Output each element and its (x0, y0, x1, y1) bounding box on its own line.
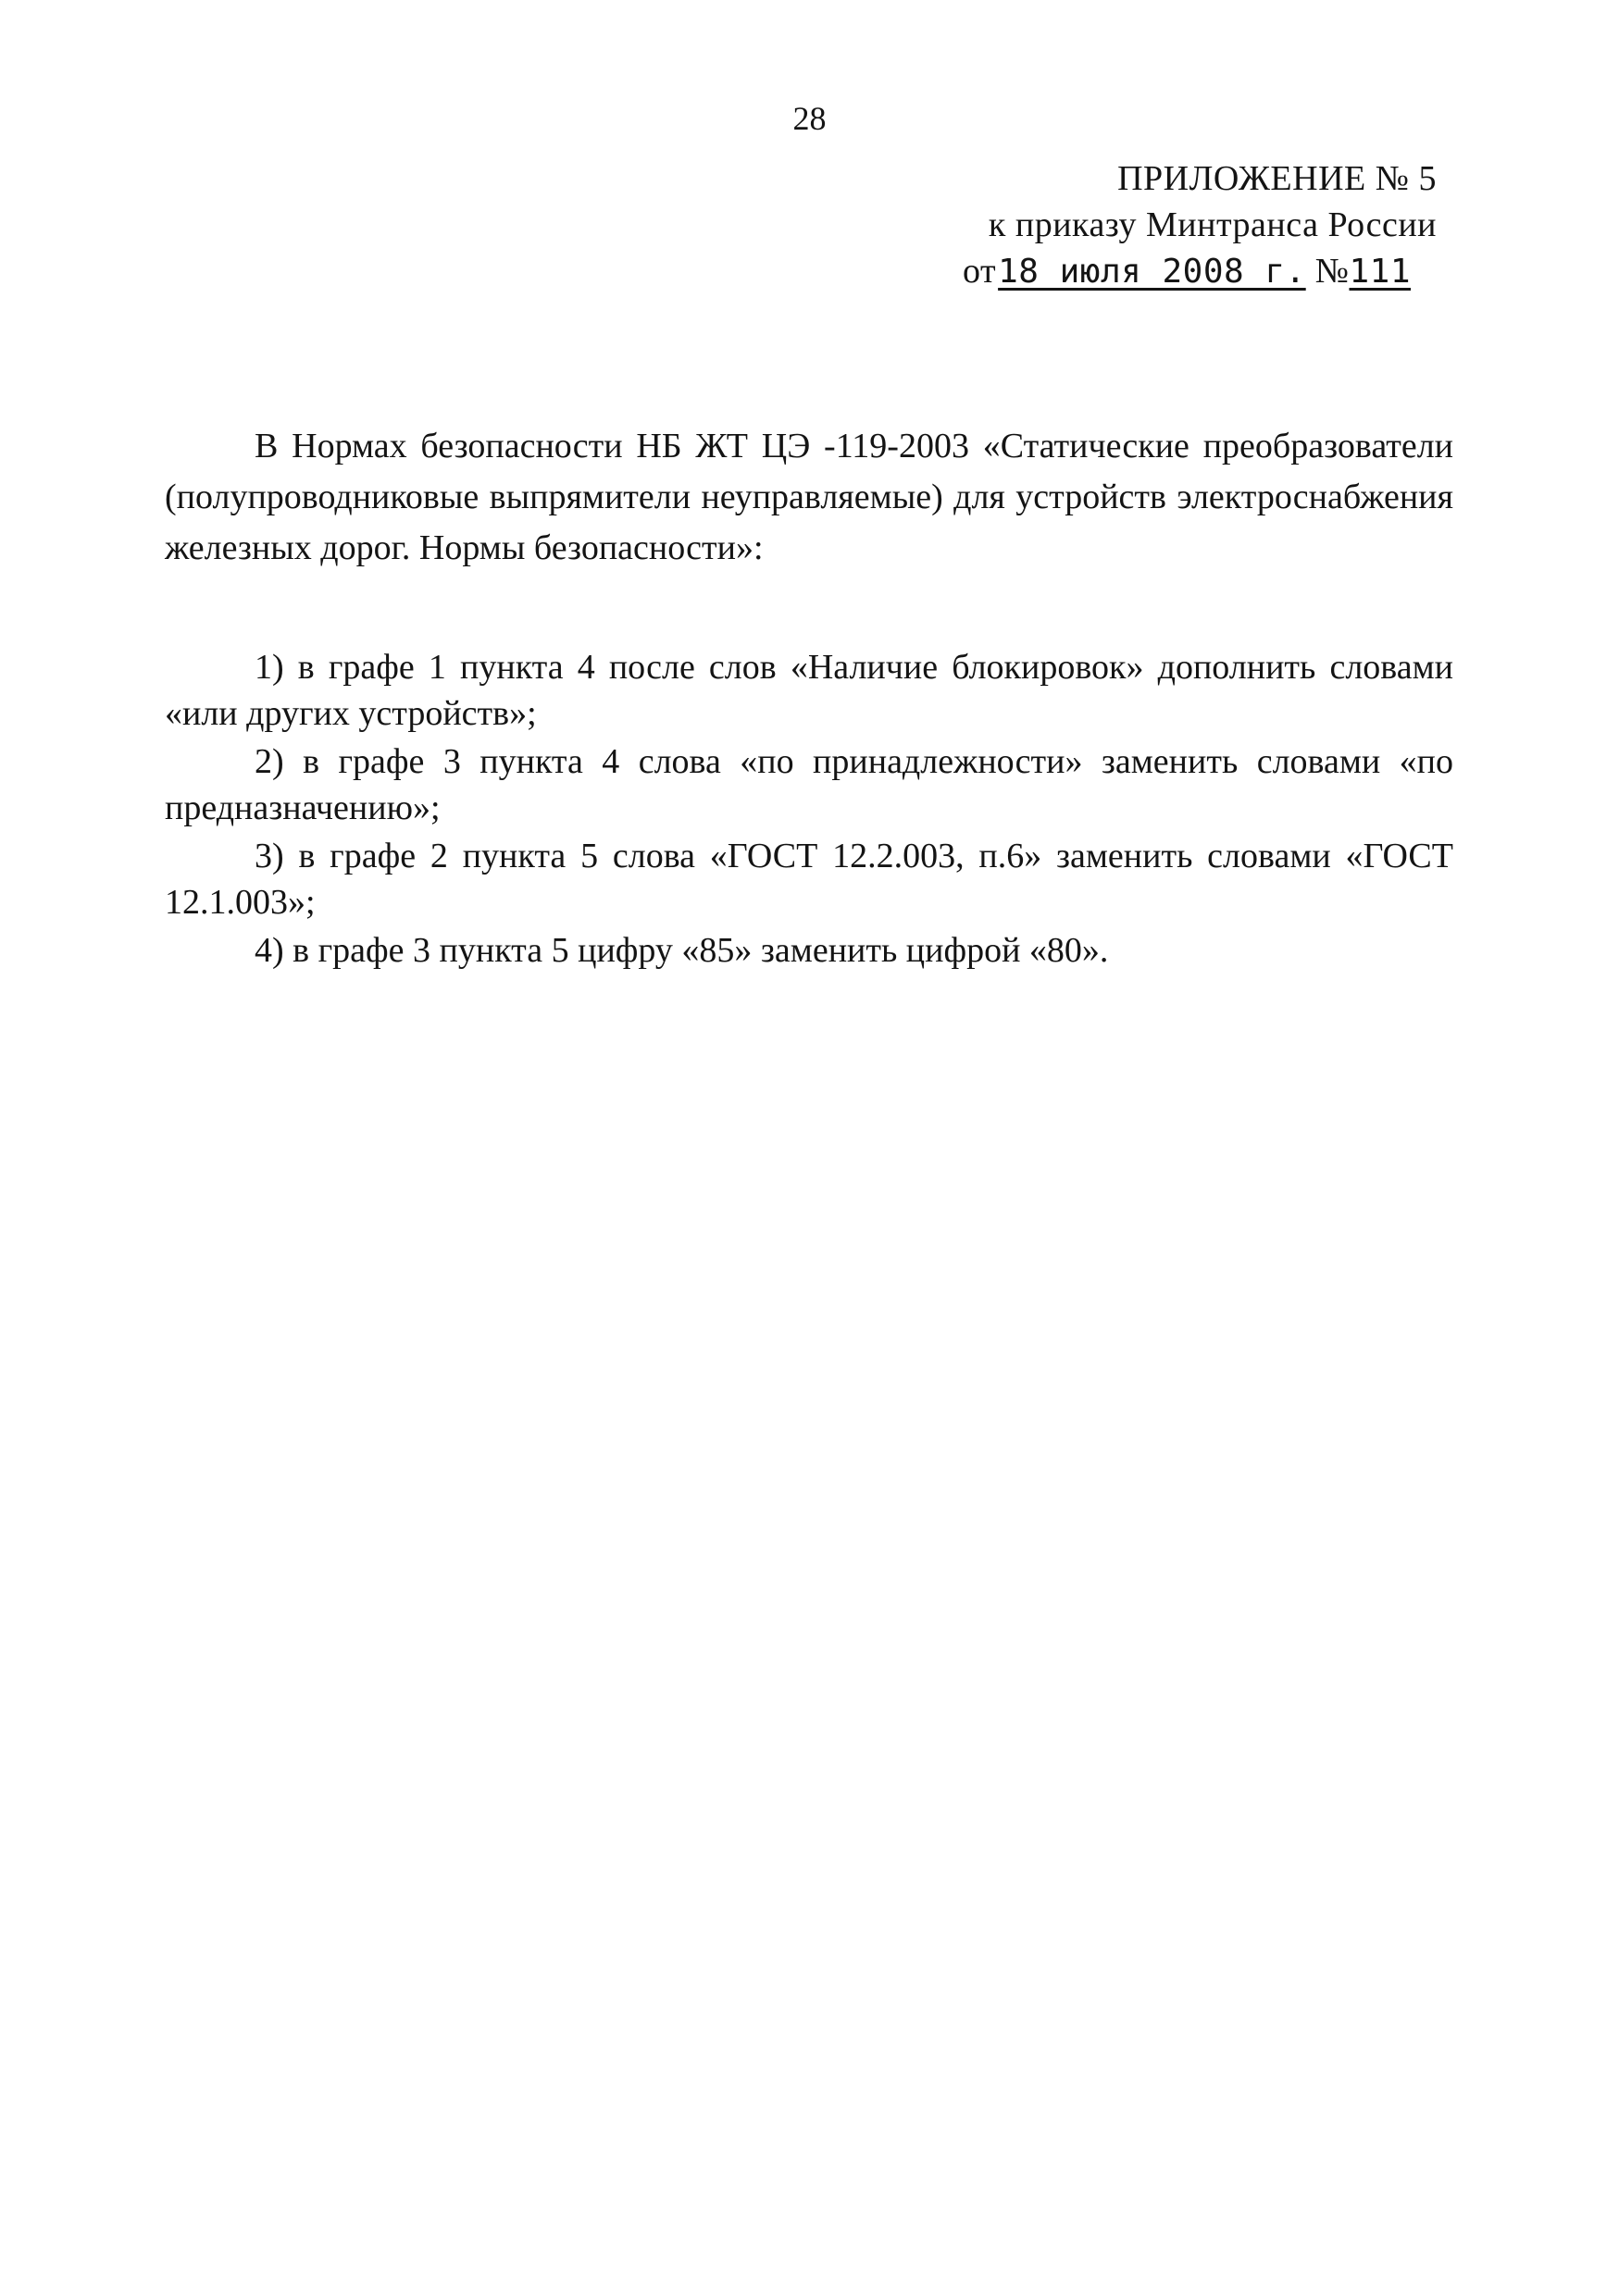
page-number: 28 (792, 100, 827, 137)
amendment-list (165, 644, 1453, 975)
appendix-title: ПРИЛОЖЕНИЕ № 5 (1117, 159, 1437, 198)
amendment-item-1: 1) в графе 1 пункта 4 после слов «Наличие блокировок» дополнить словами «или других устройств»; (165, 648, 1453, 733)
order-reference: к приказу Минтранса России (988, 205, 1437, 244)
order-from-label: от (962, 252, 997, 291)
intro-paragraph: В Нормах безопасности НБ ЖТ ЦЭ -119-2003 «Статические преобразователи (полупроводниковые выпрямители неуправляемые) для устройств электроснабжения железных дорог. Нормы безопасности»: (165, 427, 1453, 567)
order-date: 18 июля 2008 г. (998, 253, 1306, 291)
amendment-item-4: 4) в графе 3 пункта 5 цифру «85» заменить цифрой «80». (255, 931, 1109, 970)
amendment-item-2: 2) в графе 3 пункта 4 слова «по принадлежности» заменить словами «по предназначению»; (165, 742, 1453, 827)
order-number: 111 (1349, 253, 1411, 291)
order-date-line (937, 248, 1437, 295)
order-number-label: № (1314, 252, 1350, 291)
appendix-header (937, 155, 1437, 295)
amendment-item-3: 3) в графе 2 пункта 5 слова «ГОСТ 12.2.003, п.6» заменить словами «ГОСТ 12.1.003»; (165, 837, 1453, 922)
